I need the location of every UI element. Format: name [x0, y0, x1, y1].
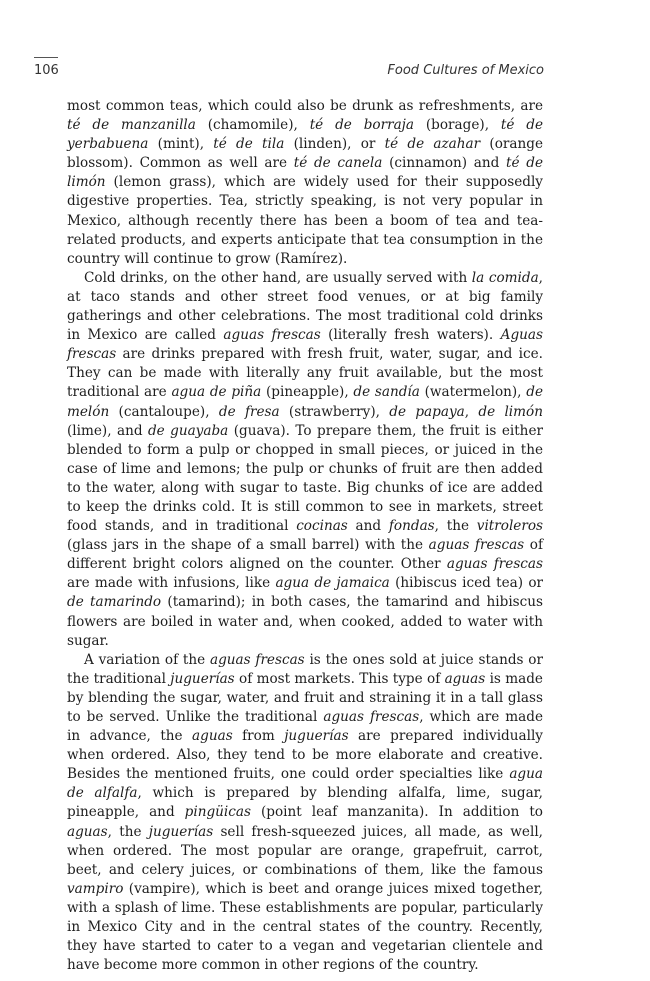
paragraph-cold-drinks	[67, 269, 543, 651]
text-run: (literally fresh waters).	[320, 327, 501, 344]
text-run: A variation of the	[84, 651, 210, 668]
text-run: (mint),	[148, 136, 214, 153]
italic-term: té de azahar	[384, 136, 481, 153]
text-run: (vampire), which is beet and orange juices mixed together, with a splash of lime. These establishments are popular, particularly in Mexico City and in the central states of the country. Recently, they have started to cater to a vegan and vegetarian clientele and have become more common in other regions of the country.	[67, 880, 543, 974]
italic-term: vampiro	[67, 880, 124, 897]
italic-term: juguerías	[148, 823, 214, 840]
italic-term: de fresa	[218, 403, 280, 420]
paragraph-tea-varieties	[67, 97, 543, 269]
text-run: (borage),	[414, 117, 501, 134]
text-run: ,	[464, 403, 479, 420]
italic-term: de papaya	[389, 403, 465, 420]
text-run: (point leaf manzanita). In addition to	[250, 804, 543, 821]
italic-term: aguas frescas	[323, 709, 420, 725]
header-rule	[34, 57, 58, 58]
text-run: , which are made in advance, the	[67, 709, 543, 745]
paragraph-jugerias	[67, 651, 543, 976]
text-run: , the	[434, 518, 477, 535]
body-text	[67, 97, 543, 975]
italic-term: vitroleros	[476, 518, 543, 535]
text-run: (linden), or	[284, 136, 385, 153]
text-run: most common teas, which could also be drunk as refreshments, are	[67, 98, 543, 114]
italic-term: cocinas	[296, 518, 348, 535]
text-run: (pineapple),	[261, 384, 354, 401]
text-run: (orange blossom). Common as well are	[67, 136, 544, 172]
text-run: (chamomile),	[195, 117, 310, 134]
italic-term: aguas frescas	[209, 651, 305, 668]
italic-term: de melón	[67, 384, 543, 420]
italic-term: de tamarindo	[67, 594, 162, 611]
text-run: sell fresh-squeezed juices, all made, as well, when ordered. The most popular are orange, grapefruit, carrot, beet, and celery juices, or combinations of them, like the famous	[67, 823, 543, 878]
text-run: are prepared individually when ordered. Also, they tend to be more elaborate and creative. Besides the mentioned fruits, one could order specialties like	[67, 728, 543, 783]
text-run: is made by blending the sugar, water, and fruit and straining it in a tall glass to be served. Unlike the traditional	[67, 670, 543, 725]
italic-term: juguerías	[170, 670, 235, 687]
text-run: of different bright colors aligned on the counter. Other	[67, 537, 543, 573]
text-run: (watermelon),	[419, 384, 527, 401]
text-run: (cantaloupe),	[109, 403, 219, 420]
italic-term: té de borraja	[309, 117, 414, 134]
running-head: Food Cultures of Mexico	[387, 63, 544, 78]
text-run: (lime), and	[67, 422, 148, 439]
italic-term: aguas frescas	[223, 327, 321, 344]
text-run: , which is prepared by blending alfalfa, lime, sugar, pineapple, and	[67, 785, 544, 821]
italic-term: de sandía	[353, 384, 420, 401]
italic-term: aguas	[444, 670, 486, 687]
text-run: are made with infusions, like	[67, 575, 276, 592]
text-run: , at taco stands and other street food venues, or at big family gatherings and other celebrations. The most traditional cold drinks in Mexico are called	[67, 269, 543, 344]
italic-term: aguas	[192, 728, 233, 745]
text-run: (glass jars in the shape of a small barrel) with the	[67, 537, 429, 554]
italic-term: fondas	[388, 518, 435, 535]
italic-term: juguerías	[284, 728, 349, 745]
text-run: (hibiscus iced tea) or	[389, 575, 544, 592]
italic-term: de limón	[478, 403, 543, 420]
italic-term: té de limón	[67, 155, 543, 191]
text-run: is the ones sold at juice stands or the traditional	[67, 651, 543, 687]
italic-term: la comida	[471, 269, 539, 286]
text-run: (strawberry),	[279, 403, 390, 420]
text-run: and	[347, 518, 389, 535]
italic-term: agua de jamaica	[275, 575, 390, 592]
italic-term: agua de alfalfa	[67, 766, 543, 802]
italic-term: pingüicas	[184, 804, 251, 821]
text-run: Cold drinks, on the other hand, are usually served with	[84, 269, 472, 286]
text-run: (tamarind); in both cases, the tamarind and hibiscus flowers are boiled in water and, when cooked, added to water with sugar.	[67, 594, 543, 649]
text-run: from	[232, 728, 285, 745]
text-run: (cinnamon) and	[382, 155, 507, 172]
italic-term: té de tila	[213, 136, 285, 153]
italic-term: Aguas frescas	[67, 327, 543, 363]
italic-term: aguas frescas	[428, 537, 525, 554]
italic-term: de guayaba	[147, 422, 229, 439]
text-run: are drinks prepared with fresh fruit, water, sugar, and ice. They can be made with literally any fruit available, but the most traditional are	[67, 346, 543, 401]
italic-term: aguas frescas	[446, 556, 543, 573]
italic-term: té de canela	[293, 155, 383, 172]
italic-term: aguas	[67, 823, 108, 840]
text-run: (guava). To prepare them, the fruit is either blended to form a pulp or chopped in small pieces, or juiced in the case of lime and lemons; the pulp or chunks of fruit are then added to the water, along with sugar to taste. Big chunks of ice are added to keep the drinks cold. It is still common to see in markets, street food stands, and in traditional	[67, 422, 543, 535]
italic-term: té de yerbabuena	[67, 117, 544, 153]
page-number: 106	[34, 63, 59, 78]
text-run: , the	[107, 823, 149, 840]
italic-term: té de manzanilla	[67, 117, 196, 134]
italic-term: agua de piña	[171, 384, 262, 401]
text-run: (lemon grass), which are widely used for their supposedly digestive properties. Tea, strictly speaking, is not very popular in Mexico, although recently there has been a boom of tea and tea-related products, and experts anticipate that tea consumption in the country will continue to grow (Ramírez).	[67, 174, 543, 267]
text-run: of most markets. This type of	[234, 670, 445, 687]
